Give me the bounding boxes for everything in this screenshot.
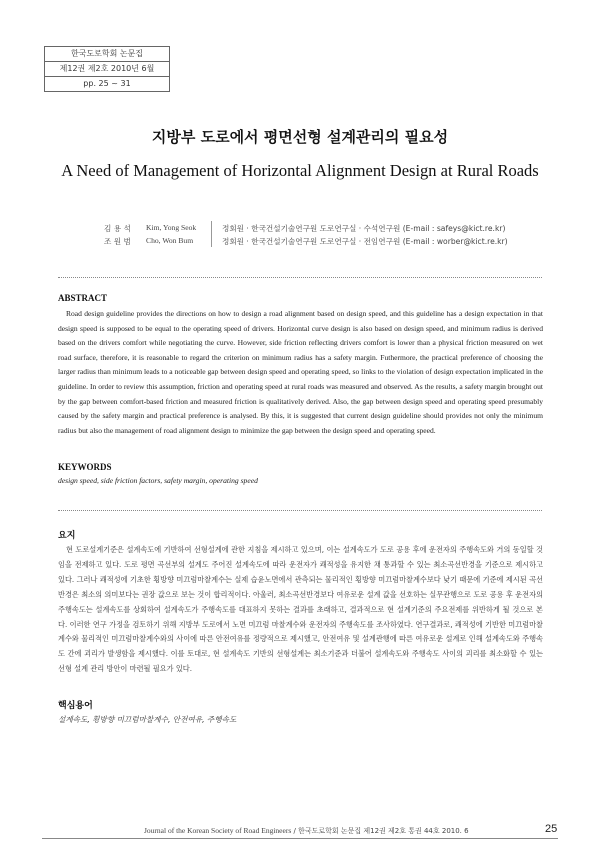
- korean-keywords-body: 설계속도, 횡방향 미끄럼마찰계수, 안전여유, 주행속도: [58, 715, 237, 724]
- author-name-korean: 조 원 범: [104, 237, 131, 246]
- abstract-heading: ABSTRACT: [58, 293, 108, 303]
- footer-journal-korean: / 한국도로학회 논문집 제12권 제2호 통권 44호 2010. 6: [291, 827, 469, 835]
- section-divider: [58, 277, 542, 278]
- korean-keywords-heading: 핵심용어: [58, 701, 93, 711]
- footer-citation: [144, 826, 469, 836]
- author-divider: [211, 221, 212, 247]
- page-number: 25: [545, 823, 558, 835]
- korean-abstract-heading: 요지: [58, 531, 76, 541]
- journal-volume: 제12권 제2호 2010년 6월: [45, 61, 169, 76]
- korean-abstract-body: 현 도로설계기준은 설계속도에 기반하여 선형설계에 관한 지침을 제시하고 있으며, 이는 설계속도가 도로 공용 후에 운전자의 주행속도와 거의 동일할 것임을 전제하고 있다. 도로 평면 곡선부의 설계도 주어진 설계속도에 따라 운전자가 쾌적성을 유지한 채 통과할 수 있는 최소곡선반경을 기준으로 제시하고 있다. 그러나 쾌적성에 기초한 횡방향 미끄럼마찰계수는 실제 습윤노면에서 관측되는 물리적인 횡방향 미끄럼마찰계수보다 낮기 때문에 기준에 제시된 곡선반경은 최소의 의미보다는 권장 값으로 보는 것이 합리적이다. 아울러, 최소곡선반경보다 여유로운 설계 값을 선호하는 실무관행으로 도로 공용 후 운전자의 주행속도는 설계속도를 상회하여 설계속도가 주행속도를 대표하지 못하는 결과를 초래하고, 결과적으로 현 설계기준의 주요전제를 위반하게 될 것으로 본다. 이러한 연구 가정을 검토하기 위해 지방부 도로에서 노면 미끄럼 마찰계수와 운전자의 주행속도를 조사하였다. 연구결과로, 쾌적성에 기반한 미끄럼마찰계수와 물리적인 미끄럼마찰계수와의 사이에 따른 안전여유를 정량적으로 제시했고, 안전여유 및 설계관행에 따른 여유로운 설계로 인해 설계속도와 주행속도 간에 괴리가 발생함을 제시했다. 이를 토대로, 현 설계속도 기반의 선형설계는 최소기준과 더불어 설계속도와 주행속도 사이의 괴리를 최소화할 수 있는 선형 설계 관리 방안이 마련될 필요가 있다.: [58, 545, 543, 674]
- keywords-heading: KEYWORDS: [58, 462, 112, 472]
- title-korean: 지방부 도로에서 평면선형 설계관리의 필요성: [151, 128, 449, 146]
- author-affiliation: 정회원 · 한국건설기술연구원 도로연구실 · 전임연구원 (E-mail : worber@kict.re.kr): [222, 237, 508, 246]
- title-english: A Need of Management of Horizontal Alignment Design at Rural Roads: [61, 161, 539, 180]
- journal-name: 한국도로학회 논문집: [70, 49, 144, 58]
- abstract-body: Road design guideline provides the directions on how to design a road alignment based on design speed, and this guideline has a design expectation in that design speed is supposed to be equal to the operating speed of drivers. Horizontal curve design is also based on design speed, and minimum radius is derived based on the drivers comfort while negotiating the curve. However, side friction reflecting drivers comfort is lower than a physical friction measured on wet road surface, therefore, it is reasonable to regard the criterion on minimum radius has a safety margin. Futhermore, the practical preference of choosing the larger radius than minimum leads to a noticeable gap between design speed and operating speed, so links to the violation of design expectation implicated in the guideline. In order to review this assumption, friction and operating speed at rural roads was measured and observed. As the results, a safety margin brought out by the gap between comfort-based friction and measured friction is qualitatively derived. Also, the gap between design speed and operating speed presumably caused by the safety margin and practical preference is analysed. By this, it is suggested that current design guideline should provides not only the minimum radius but also the management of road alignment design to minimize the gap between the design speed and operating speed.: [58, 309, 543, 435]
- section-divider: [58, 510, 542, 511]
- footer-journal-english: Journal of the Korean Society of Road Engineers: [144, 826, 292, 835]
- journal-pages: pp. 25 ~ 31: [45, 76, 169, 91]
- keywords-body: design speed, side friction factors, safety margin, operating speed: [58, 476, 258, 485]
- author-name-korean: 김 용 석: [104, 224, 131, 233]
- journal-info-box: [44, 46, 170, 92]
- author-name-english: Kim, Yong Seok: [146, 223, 197, 232]
- author-affiliation: 정회원 · 한국건설기술연구원 도로연구실 · 수석연구원 (E-mail : safeys@kict.re.kr): [222, 224, 506, 233]
- author-name-english: Cho, Won Bum: [146, 236, 194, 245]
- author-row: [0, 236, 600, 248]
- author-row: [0, 223, 600, 235]
- footer-rule: [42, 838, 558, 839]
